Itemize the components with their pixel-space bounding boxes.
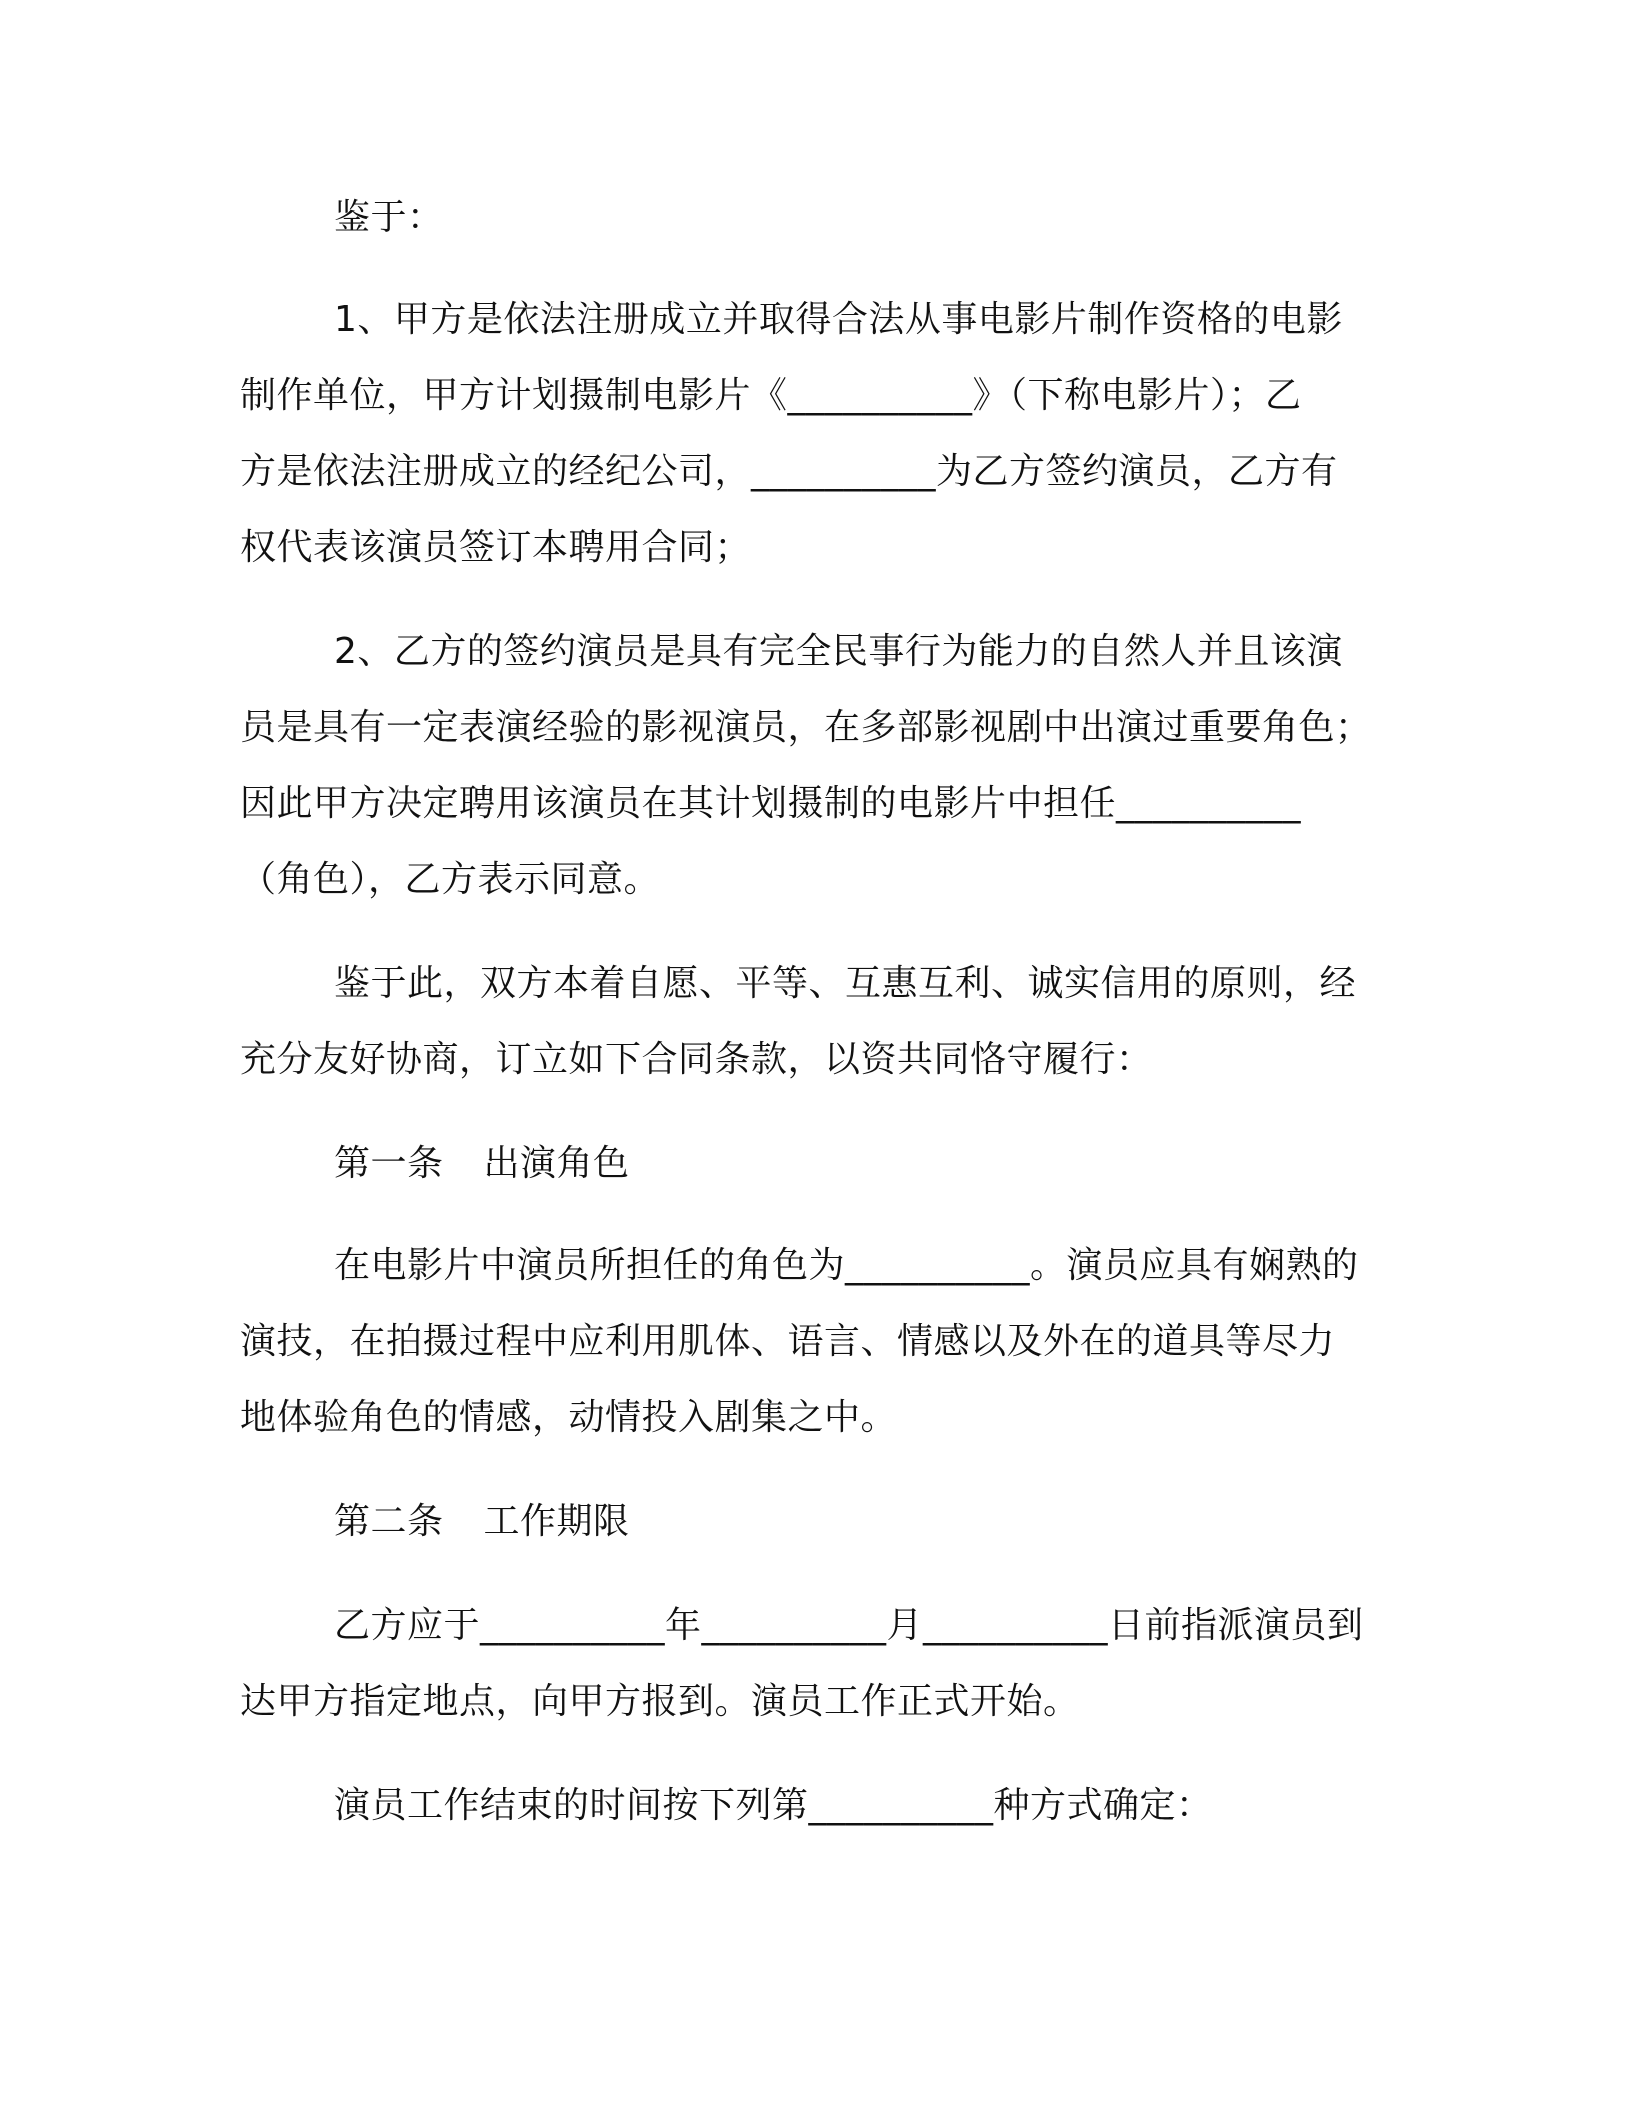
article1-heading <box>334 1142 630 1186</box>
article2-title: 工作期限 <box>483 1501 630 1542</box>
agreement-line-2: 充分友好协商，订立如下合同条款，以资共同恪守履行： <box>240 1039 1153 1080</box>
article2-end-method: 演员工作结束的时间按下列第__________种方式确定： <box>334 1785 1213 1826</box>
item2-line-3: 因此甲方决定聘用该演员在其计划摄制的电影片中担任__________ <box>240 783 1302 824</box>
agreement-line-1: 鉴于此，双方本着自愿、平等、互惠互利、诚实信用的原则，经 <box>334 963 1357 1004</box>
item1-line-3: 方是依法注册成立的经纪公司，__________为乙方签约演员，乙方有 <box>240 451 1338 492</box>
article2-heading <box>334 1500 630 1544</box>
item1-line-2: 制作单位，甲方计划摄制电影片《__________》（下称电影片）；乙 <box>240 375 1302 416</box>
article1-body-line-1: 在电影片中演员所担任的角色为__________。演员应具有娴熟的 <box>334 1245 1359 1286</box>
item2-line-2: 员是具有一定表演经验的影视演员，在多部影视剧中出演过重要角色； <box>240 707 1372 748</box>
article1-body-line-2: 演技，在拍摄过程中应利用肌体、语言、情感以及外在的道具等尽力 <box>240 1321 1336 1362</box>
article1-body-line-3: 地体验角色的情感，动情投入剧集之中。 <box>240 1397 898 1438</box>
item1-line-1: 1、甲方是依法注册成立并取得合法从事电影片制作资格的电影 <box>334 299 1343 340</box>
preamble-intro: 鉴于： <box>334 197 444 238</box>
article2-body-line-1: 乙方应于__________年__________月__________日前指派演员到 <box>334 1605 1364 1646</box>
item1-line-4: 权代表该演员签订本聘用合同； <box>240 527 752 568</box>
item2-line-1: 2、乙方的签约演员是具有完全民事行为能力的自然人并且该演 <box>334 631 1343 672</box>
article2-body-line-2: 达甲方指定地点，向甲方报到。演员工作正式开始。 <box>240 1681 1080 1722</box>
article1-number: 第一条 <box>334 1143 444 1184</box>
article2-number: 第二条 <box>334 1501 444 1542</box>
article1-title: 出演角色 <box>483 1143 630 1184</box>
item2-line-4: （角色），乙方表示同意。 <box>240 859 661 900</box>
